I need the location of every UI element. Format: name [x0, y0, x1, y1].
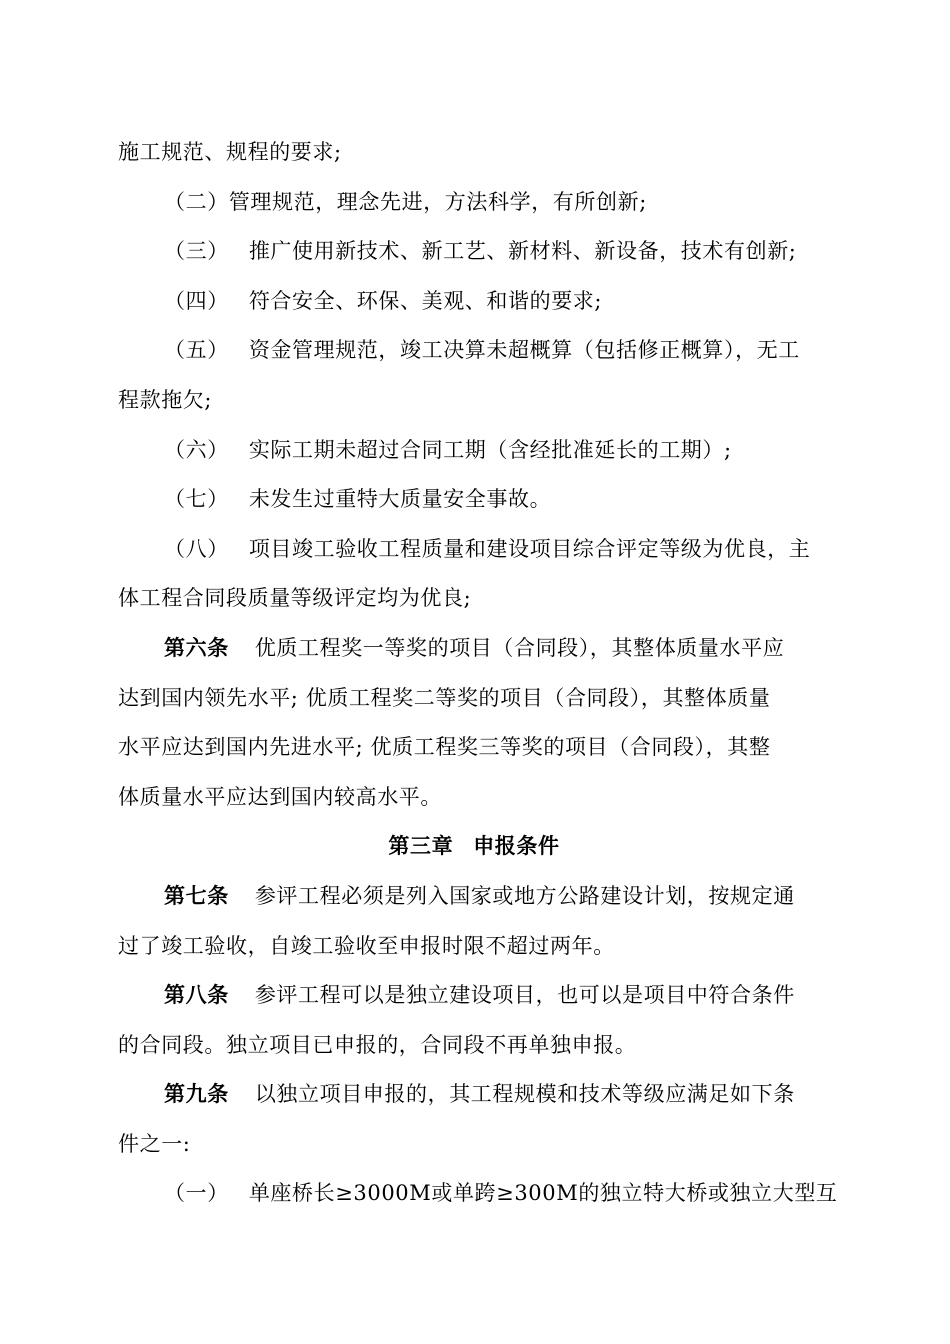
text-line [118, 426, 830, 476]
article-label: 第八条 [164, 983, 229, 1008]
chapter-title: 申报条件 [473, 834, 560, 859]
text-line [118, 178, 830, 228]
line-text: 体工程合同段质量等级评定均为优良; [118, 586, 472, 611]
chapter-heading [118, 822, 830, 872]
line-text: 单座桥长≥3000M或单跨≥300M的独立特大桥或独立大型互 [248, 1181, 838, 1206]
text-line [118, 326, 830, 376]
text-line [118, 674, 830, 724]
text-line [118, 922, 830, 972]
document-page [118, 128, 838, 1219]
line-text: 项目竣工验收工程质量和建设项目综合评定等级为优良，主 [248, 536, 811, 561]
article-line [118, 1070, 830, 1120]
text-line [118, 773, 830, 823]
text-line [118, 475, 830, 525]
line-text: 水平应达到国内先进水平; 优质工程奖三等奖的项目（合同段），其整 [118, 735, 771, 760]
line-text: 件之一: [118, 1131, 191, 1156]
text-line [118, 1021, 830, 1071]
item-label: （三） [164, 239, 229, 264]
item-label: （一） [164, 1181, 229, 1206]
line-text: 符合安全、环保、美观、和谐的要求; [248, 288, 603, 313]
text-line [118, 1169, 838, 1219]
line-text: （二）管理规范，理念先进，方法科学，有所创新; [164, 189, 647, 214]
text-line [118, 277, 830, 327]
item-label: （七） [164, 487, 229, 512]
chapter-label: 第三章 [388, 834, 454, 859]
line-text: 资金管理规范，竣工决算未超概算（包括修正概算），无工 [248, 338, 800, 363]
line-text: 推广使用新技术、新工艺、新材料、新设备，技术有创新; [248, 239, 797, 264]
line-text: 过了竣工验收，自竣工验收至申报时限不超过两年。 [118, 933, 615, 958]
item-label: （四） [164, 288, 229, 313]
line-text: 体质量水平应达到国内较高水平。 [118, 784, 442, 809]
line-text: 参评工程可以是独立建设项目，也可以是项目中符合条件 [254, 983, 795, 1008]
text-line [118, 1120, 830, 1170]
line-text: 的合同段。独立项目已申报的，合同段不再单独申报。 [118, 1032, 637, 1057]
line-text: 程款拖欠; [118, 387, 213, 412]
line-text: 参评工程必须是列入国家或地方公路建设计划，按规定通 [254, 883, 795, 908]
article-label: 第六条 [164, 635, 229, 660]
article-label: 第九条 [164, 1082, 229, 1107]
line-text: 以独立项目申报的，其工程规模和技术等级应满足如下条 [254, 1082, 795, 1107]
line-text: 优质工程奖一等奖的项目（合同段），其整体质量水平应 [254, 635, 785, 660]
item-label: （五） [164, 338, 229, 363]
text-line [118, 723, 830, 773]
text-line [118, 574, 830, 624]
article-line [118, 872, 830, 922]
article-line [118, 971, 830, 1021]
line-text: 未发生过重特大质量安全事故。 [248, 487, 552, 512]
text-line [118, 128, 830, 178]
line-text: 施工规范、规程的要求; [118, 140, 342, 164]
text-line [118, 525, 830, 575]
text-line [118, 227, 830, 277]
article-line [118, 624, 830, 674]
article-label: 第七条 [164, 883, 229, 908]
line-text: 实际工期未超过合同工期（含经批准延长的工期）; [248, 437, 732, 462]
item-label: （六） [164, 437, 229, 462]
item-label: （八） [164, 536, 229, 561]
line-text: 达到国内领先水平; 优质工程奖二等奖的项目（合同段），其整体质量 [118, 685, 771, 710]
text-line [118, 376, 830, 426]
